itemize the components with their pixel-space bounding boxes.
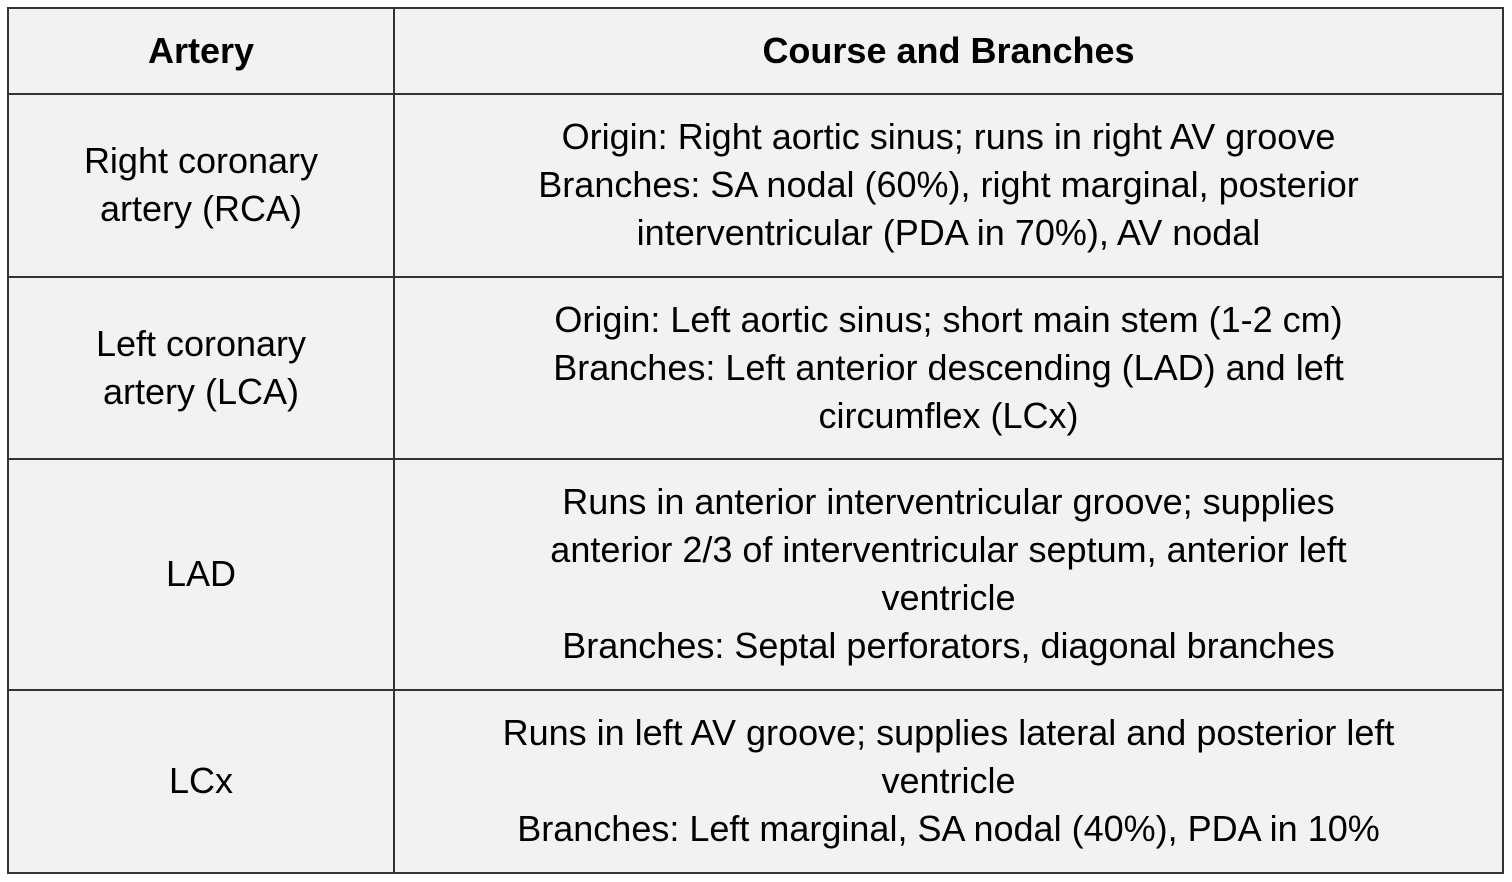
course-cell <box>394 459 1503 690</box>
artery-name-line: Left coronary <box>95 322 307 364</box>
course-line: Branches: SA nodal (60%), right marginal, posterior <box>538 164 1359 206</box>
table-row <box>8 277 1503 459</box>
table-row <box>8 459 1503 690</box>
course-line: Origin: Left aortic sinus; short main stem (1-2 cm) <box>554 298 1343 340</box>
course-line: circumflex (LCx) <box>818 394 1079 436</box>
artery-name-line: Right coronary <box>83 140 319 182</box>
table-row <box>8 690 1503 873</box>
course-line: anterior 2/3 of interventricular septum, anterior left <box>550 529 1347 571</box>
course-line: interventricular (PDA in 70%), AV nodal <box>636 212 1261 254</box>
artery-name-line: LCx <box>168 760 234 802</box>
course-cell <box>394 277 1503 459</box>
course-line: ventricle <box>881 577 1016 619</box>
artery-name-line: artery (LCA) <box>102 370 300 412</box>
course-line: Runs in left AV groove; supplies lateral and posterior left <box>502 712 1395 754</box>
course-line: Runs in anterior interventricular groove; supplies <box>562 481 1335 523</box>
artery-cell <box>8 459 394 690</box>
artery-table <box>7 7 1504 874</box>
header-row <box>8 8 1503 94</box>
course-line: Branches: Left anterior descending (LAD) and left <box>553 346 1344 388</box>
table-row <box>8 94 1503 276</box>
header-course-and-branches: Course and Branches <box>394 8 1503 94</box>
artery-name-line: artery (RCA) <box>99 188 302 230</box>
course-line: ventricle <box>881 760 1016 802</box>
course-line: Branches: Septal perforators, diagonal branches <box>562 625 1335 667</box>
course-line: Origin: Right aortic sinus; runs in right AV groove <box>561 116 1336 158</box>
course-cell <box>394 690 1503 873</box>
artery-cell <box>8 94 394 276</box>
artery-cell <box>8 690 394 873</box>
header-artery: Artery <box>8 8 394 94</box>
artery-name-line: LAD <box>165 553 237 595</box>
course-cell <box>394 94 1503 276</box>
artery-cell <box>8 277 394 459</box>
course-line: Branches: Left marginal, SA nodal (40%), PDA in 10% <box>517 808 1380 850</box>
